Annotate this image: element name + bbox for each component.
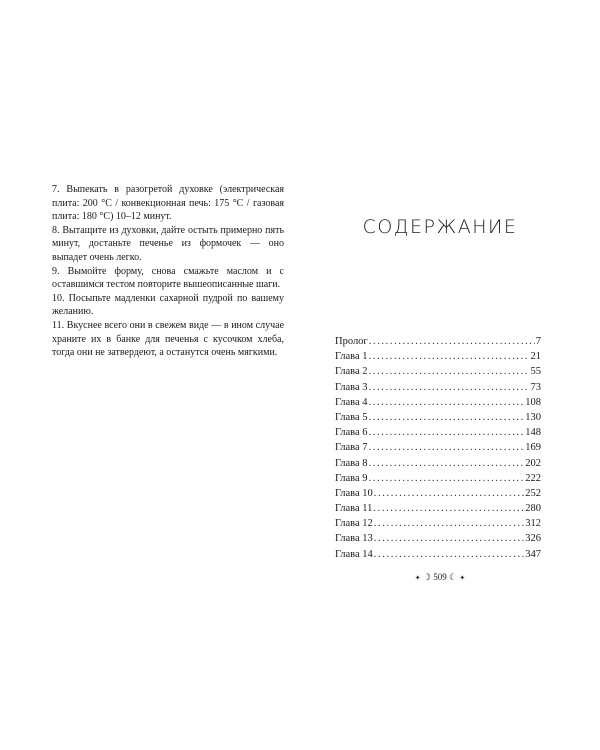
dot-leader [369,336,535,347]
toc-label: Пролог [335,336,368,347]
dot-leader [369,351,530,362]
toc-page-number: 7 [535,336,541,347]
toc-label: Глава 1 [335,351,368,363]
toc-label: Глава 6 [335,427,368,439]
toc-label: Глава 13 [335,533,373,545]
dot-leader [374,533,524,544]
toc-entry[interactable] [335,518,541,533]
toc-label: Глава 4 [335,396,368,408]
recipe-step [52,292,284,319]
toc-label: Глава 3 [335,381,368,393]
toc-page-number: 73 [530,381,541,393]
recipe-step [52,224,284,265]
right-bracket-ornament: ☾ [449,572,458,582]
dot-leader [369,458,525,469]
toc-entry[interactable] [335,427,541,442]
step-number: 10. [52,292,65,304]
toc-page-number: 252 [525,487,541,499]
toc-page-number: 280 [525,503,541,515]
recipe-step [52,183,284,224]
dot-leader [373,503,524,514]
toc-label: Глава 14 [335,548,373,560]
star-ornament-icon: ✦ [459,574,466,582]
toc-label: Глава 10 [335,487,373,499]
toc-page-number: 108 [525,396,541,408]
toc-page-number: 312 [525,518,541,530]
step-number: 11. [52,319,65,331]
dot-leader [369,397,525,408]
step-number: 8. [52,224,60,236]
step-text: Посыпьте мадленки сахарной пудрой по вашему желанию. [52,292,284,318]
star-ornament-icon: ✦ [414,574,421,582]
dot-leader [374,488,524,499]
step-text: Выпекать в разогретой духовке (электрическая плита: 200 °C / конвекционная печь: 175 °C / газовая плита: 180 °C) 10–12 минут. [52,184,285,223]
table-of-contents [335,336,541,564]
step-text: Вымойте форму, снова смажьте маслом и с оставшимся тестом повторите вышеописанные шаги. [52,265,284,291]
dot-leader [369,442,525,453]
toc-label: Глава 2 [335,366,368,378]
toc-entry[interactable] [335,351,541,366]
recipe-steps-list [52,183,284,360]
toc-label: Глава 9 [335,472,368,484]
toc-page-number: 148 [525,427,541,439]
toc-entry[interactable] [335,382,541,397]
toc-entry[interactable] [335,366,541,381]
toc-page-number: 130 [525,411,541,423]
toc-page-number: 202 [525,457,541,469]
toc-entry[interactable] [335,549,541,564]
toc-entry[interactable] [335,336,541,351]
dot-leader [369,427,525,438]
dot-leader [369,412,525,423]
dot-leader [369,366,530,377]
toc-entry[interactable] [335,397,541,412]
recipe-step [52,265,284,292]
toc-page-number: 169 [525,442,541,454]
step-text: Вкуснее всего они в свежем виде — в ином случае храните их в банке для печенья с кусочком хлеба, тогда они не затвердеют, а останутся очень мягкими. [52,319,285,359]
contents-title: СОДЕРЖАНИЕ [362,216,518,238]
dot-leader [374,518,524,529]
recipe-step [52,319,284,360]
dot-leader [369,473,525,484]
page-number: 509 [433,572,447,582]
page-folio [390,572,490,583]
toc-label: Глава 12 [335,518,373,530]
toc-label: Глава 8 [335,457,368,469]
toc-label: Глава 7 [335,442,368,454]
step-text: Вытащите из духовки, дайте остыть примерно пять минут, достаньте печенье из формочек — оно выпадет очень легко. [52,224,285,263]
toc-entry[interactable] [335,473,541,488]
toc-page-number: 55 [530,366,541,378]
left-bracket-ornament: ☽ [422,572,431,582]
toc-page-number: 347 [525,548,541,560]
toc-entry[interactable] [335,533,541,548]
toc-entry[interactable] [335,458,541,473]
toc-page-number: 326 [525,533,541,545]
step-number: 7. [52,184,60,195]
toc-label: Глава 11 [335,503,373,515]
toc-label: Глава 5 [335,411,368,423]
toc-entry[interactable] [335,488,541,503]
toc-entry[interactable] [335,442,541,457]
toc-entry[interactable] [335,503,541,518]
step-number: 9. [52,265,60,277]
dot-leader [374,549,524,560]
toc-page-number: 222 [525,472,541,484]
toc-page-number: 21 [530,351,541,363]
dot-leader [369,382,530,393]
toc-entry[interactable] [335,412,541,427]
